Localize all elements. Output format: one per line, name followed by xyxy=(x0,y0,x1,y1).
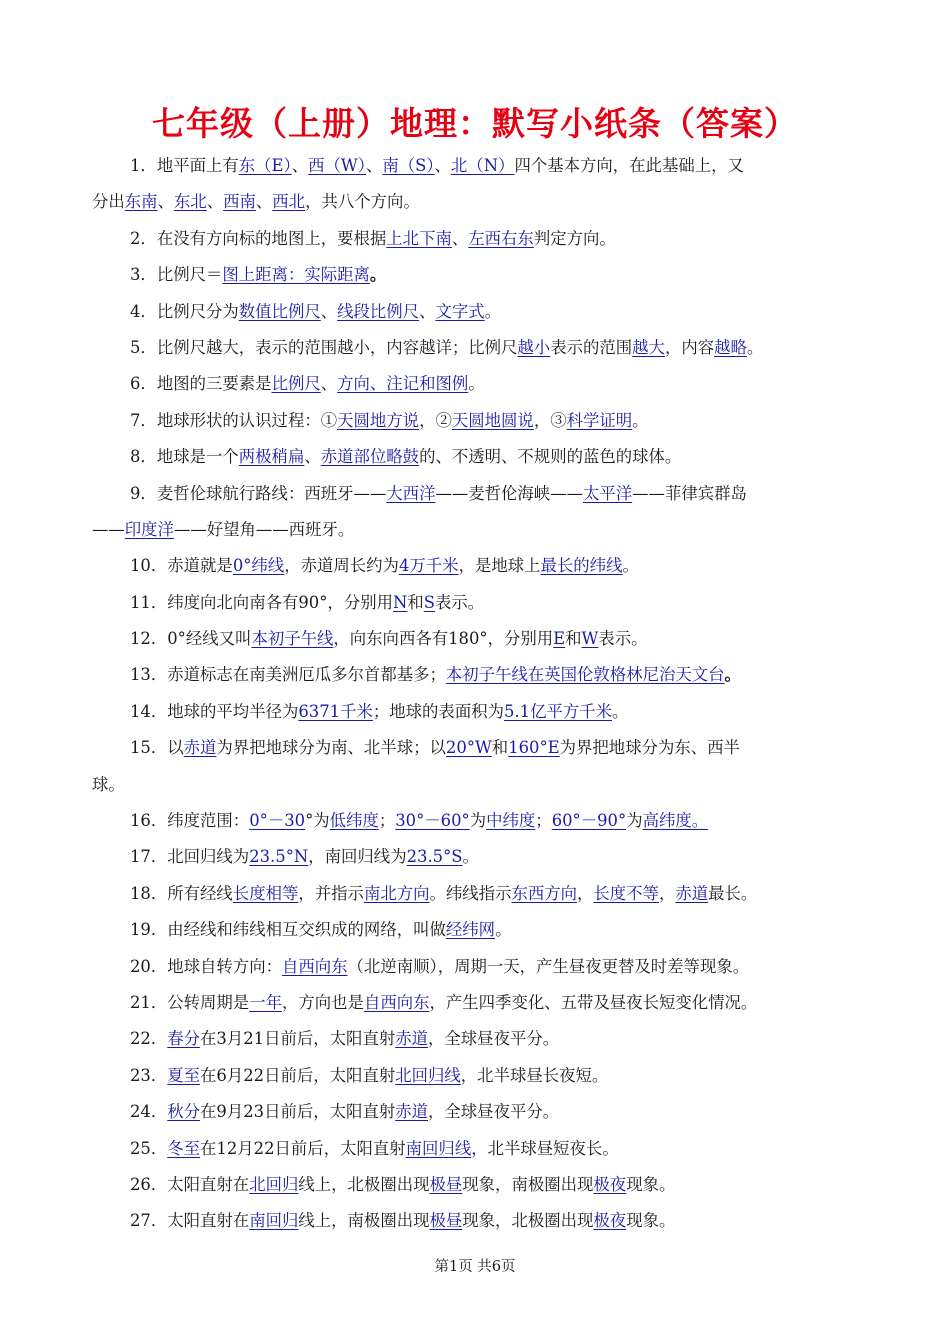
text-line xyxy=(92,476,867,512)
question-text: 。 xyxy=(495,920,512,940)
question-text: 2．在没有方向标的地图上，要根据 xyxy=(130,228,387,248)
text-line xyxy=(92,221,867,257)
answer-blank: 北（N） xyxy=(450,156,515,175)
question-text: 、 xyxy=(304,447,321,467)
text-line xyxy=(92,912,867,948)
page-footer: 第1页 共6页 xyxy=(434,1259,516,1275)
answer-blank: 越小 xyxy=(517,337,551,357)
text-line xyxy=(92,1094,867,1130)
answer-blank: 西南 xyxy=(223,192,256,212)
question-text: 为 xyxy=(469,811,487,831)
answer-blank: 0°－30 xyxy=(249,811,306,831)
question-list xyxy=(92,148,867,1240)
question-text: 13．赤道标志在南美洲厄瓜多尔首都基多； xyxy=(130,665,446,685)
answer-blank: 4万千米 xyxy=(398,556,459,576)
question-text: 线上，北极圈出现 xyxy=(298,1174,430,1194)
question-text: 。 xyxy=(462,847,479,867)
answer-blank: 长度相等 xyxy=(232,883,299,903)
answer-blank: 冬至 xyxy=(167,1138,201,1158)
question-text: ； xyxy=(378,811,396,831)
question-text: 9．麦哲伦球航行路线：西班牙—— xyxy=(130,483,387,503)
question-text: 为界把地球分为东、西半 xyxy=(559,738,740,758)
question-text: 、 xyxy=(320,374,338,394)
question-text: 4．比例尺分为 xyxy=(130,301,239,321)
question-text: ，北半球昼长夜短。 xyxy=(460,1065,609,1085)
answer-blank: 5.1亿平方千米 xyxy=(504,701,613,721)
question-text: ，向东向西各有180°，分别用 xyxy=(333,629,554,649)
question-text: ； xyxy=(535,811,552,831)
question-text: 现象，南极圈出现 xyxy=(462,1174,594,1194)
answer-blank: 经纬网 xyxy=(445,920,496,940)
question-text: 、 xyxy=(419,301,436,321)
question-text: ， xyxy=(577,883,594,903)
answer-blank: 自西向东 xyxy=(363,992,430,1012)
answer-blank: 东北 xyxy=(173,192,207,212)
text-line xyxy=(92,694,867,730)
answer-blank: 赤道 xyxy=(395,1102,429,1122)
question-text: 22． xyxy=(130,1029,168,1049)
question-text: ，是地球上 xyxy=(458,556,541,576)
question-text: 、 xyxy=(434,156,451,175)
answer-blank: 中纬度 xyxy=(486,811,536,831)
answer-blank: 科学证明 xyxy=(566,410,633,430)
question-text: ，② xyxy=(419,410,452,430)
answer-blank: 春分 xyxy=(167,1029,201,1049)
answer-blank: 两极稍扁 xyxy=(238,447,305,467)
answer-blank: 最长的纬线 xyxy=(540,556,623,576)
question-text: ，北半球昼短夜长。 xyxy=(471,1138,619,1158)
question-text: 、 xyxy=(157,192,174,212)
question-text: （北逆南顺），周期一天，产生昼夜更替及时差等现象。 xyxy=(347,956,750,976)
question-text: 25． xyxy=(130,1138,168,1158)
question-text: 、 xyxy=(255,192,273,212)
question-text: 在6月22日前后，太阳直射 xyxy=(200,1065,396,1085)
question-text: 。 xyxy=(746,337,764,357)
question-text: 四个基本方向，在此基础上，又 xyxy=(514,156,744,175)
question-text: 7．地球形状的认识过程：① xyxy=(130,410,338,430)
answer-blank: N xyxy=(393,592,408,612)
answer-blank: 极夜 xyxy=(593,1211,627,1231)
question-text: 最长。 xyxy=(708,883,758,903)
question-text: 15．以 xyxy=(130,738,184,758)
answer-blank: 0°纬线 xyxy=(232,556,285,576)
question-text: 线上，南极圈出现 xyxy=(298,1211,430,1231)
answer-blank: 低纬度 xyxy=(329,811,379,831)
question-text: 分出 xyxy=(92,192,125,212)
question-text: 。 xyxy=(612,701,629,721)
text-line xyxy=(92,1131,867,1167)
question-text: ——好望角——西班牙。 xyxy=(173,519,355,539)
question-text: 5．比例尺越大，表示的范围越小，内容越详；比例尺 xyxy=(130,337,518,357)
answer-blank: 上北下南 xyxy=(386,228,452,248)
answer-blank: 北回归 xyxy=(249,1174,299,1194)
answer-blank: 西（W） xyxy=(308,156,366,175)
text-line xyxy=(92,949,867,985)
text-line xyxy=(92,1021,867,1057)
question-text: 、 xyxy=(206,192,224,212)
answer-blank: 160°E xyxy=(508,738,560,758)
answer-blank: 越略 xyxy=(714,337,747,357)
answer-blank: 东西方向 xyxy=(511,883,578,903)
question-text: 和 xyxy=(491,738,509,758)
question-text: 。 xyxy=(724,665,741,685)
question-text: 。 xyxy=(484,301,502,321)
answer-blank: 越大 xyxy=(632,337,665,357)
question-text: 球。 xyxy=(92,774,125,794)
question-text: 10．赤道就是 xyxy=(130,556,233,576)
question-text: 21．公转周期是 xyxy=(130,992,250,1012)
question-text: 16．纬度范围： xyxy=(130,811,250,831)
question-text: 1．地平面上有 xyxy=(130,156,239,175)
answer-blank: 南北方向 xyxy=(363,883,430,903)
question-text: 23． xyxy=(130,1065,168,1085)
question-text: 为界把地球分为南、北半球；以 xyxy=(216,738,446,758)
question-text: 在9月23日前后，太阳直射 xyxy=(200,1102,396,1122)
answer-blank: 极昼 xyxy=(429,1174,463,1194)
answer-blank: E xyxy=(553,629,566,649)
text-line xyxy=(92,767,867,803)
answer-blank: 印度洋 xyxy=(124,519,174,539)
question-text: 、 xyxy=(451,228,469,248)
question-text: ——麦哲伦海峡—— xyxy=(435,483,583,503)
question-text: 12．0°经线又叫 xyxy=(130,629,252,649)
text-line xyxy=(92,730,867,766)
question-text: 判定方向。 xyxy=(533,228,616,248)
question-text: 11．纬度向北向南各有90°，分别用 xyxy=(130,592,393,612)
text-line xyxy=(92,366,867,402)
answer-blank: 本初子午线在英国伦敦格林尼治天文台 xyxy=(445,665,725,685)
text-line xyxy=(92,585,867,621)
text-line xyxy=(92,839,867,875)
question-text: 在12月22日前后，太阳直射 xyxy=(200,1138,406,1158)
answer-blank: 20°W xyxy=(445,738,492,758)
question-text: 。 xyxy=(468,374,485,394)
question-text: 现象。 xyxy=(626,1174,676,1194)
answer-blank: 南回归 xyxy=(249,1211,299,1231)
answer-blank: 大西洋 xyxy=(386,483,436,503)
question-text: 现象，北极圈出现 xyxy=(462,1211,594,1231)
text-line xyxy=(92,621,867,657)
text-line xyxy=(92,294,867,330)
answer-blank: 本初子午线 xyxy=(251,629,334,649)
question-text: °为 xyxy=(305,811,330,831)
answer-blank: 赤道 xyxy=(395,1029,429,1049)
answer-blank: 天圆地方说 xyxy=(337,410,420,430)
answer-blank: 东（E） xyxy=(238,156,292,175)
answer-blank: 赤道 xyxy=(675,883,709,903)
question-text: 14．地球的平均半径为 xyxy=(130,701,299,721)
text-line xyxy=(92,439,867,475)
answer-blank: 一年 xyxy=(249,992,282,1012)
question-text: 和 xyxy=(407,592,424,612)
answer-blank: 左西右东 xyxy=(468,228,534,248)
question-text: ， xyxy=(658,883,676,903)
question-text: ，并指示 xyxy=(298,883,364,903)
question-text: 19．由经线和纬线相互交织成的网络，叫做 xyxy=(130,920,446,940)
question-text: ，方向也是 xyxy=(281,992,364,1012)
question-text: 17．北回归线为 xyxy=(130,847,250,867)
question-text: ——菲律宾群岛 xyxy=(632,483,747,503)
question-text: 、 xyxy=(291,156,309,175)
question-text: ，③ xyxy=(533,410,567,430)
question-text: 6．地图的三要素是 xyxy=(130,374,272,394)
answer-blank: 30°－60° xyxy=(395,811,470,831)
question-text: 为 xyxy=(626,811,643,831)
answer-blank: 夏至 xyxy=(167,1065,201,1085)
answer-blank: 天圆地圆说 xyxy=(451,410,534,430)
text-line xyxy=(92,803,867,839)
question-text: 的、不透明、不规则的蓝色的球体。 xyxy=(419,447,682,467)
answer-blank: 极昼 xyxy=(429,1211,463,1231)
text-line xyxy=(92,403,867,439)
answer-blank: 赤道部位略鼓 xyxy=(320,447,420,467)
question-text: 18．所有经线 xyxy=(130,883,233,903)
question-text: ，全球昼夜平分。 xyxy=(428,1102,560,1122)
question-text: 表示的范围 xyxy=(550,337,633,357)
question-text: ；地球的表面积为 xyxy=(372,701,504,721)
answer-blank: 图上距离：实际距离 xyxy=(222,265,370,285)
text-line xyxy=(92,1167,867,1203)
question-text: 。 xyxy=(622,556,639,576)
answer-blank: 数值比例尺 xyxy=(238,301,321,321)
answer-blank: 6371千米 xyxy=(298,701,373,721)
question-text: 8．地球是一个 xyxy=(130,447,239,467)
answer-blank: 南（S） xyxy=(382,156,435,175)
question-text: —— xyxy=(92,519,125,539)
text-line xyxy=(92,876,867,912)
question-text: 27．太阳直射在 xyxy=(130,1211,250,1231)
question-text: 3．比例尺＝ xyxy=(130,265,223,285)
question-text: 。 xyxy=(632,410,649,430)
answer-blank: 文字式 xyxy=(435,301,485,321)
text-line xyxy=(92,548,867,584)
question-text: 。纬线指示 xyxy=(429,883,512,903)
answer-blank: S xyxy=(423,592,435,612)
question-text: ，赤道周长约为 xyxy=(284,556,399,576)
answer-blank: 高纬度。 xyxy=(642,811,709,831)
question-text: 现象。 xyxy=(626,1211,676,1231)
answer-blank: W xyxy=(581,629,599,649)
answer-blank: 极夜 xyxy=(593,1174,627,1194)
answer-blank: 赤道 xyxy=(183,738,217,758)
text-line xyxy=(92,1203,867,1239)
question-text: 。 xyxy=(369,265,387,285)
question-text: 20．地球自转方向： xyxy=(130,956,282,976)
question-text: ，共八个方向。 xyxy=(305,192,420,212)
question-text: ，南回归线为 xyxy=(308,847,407,867)
text-line xyxy=(92,1058,867,1094)
text-line xyxy=(92,657,867,693)
answer-blank: 线段比例尺 xyxy=(337,301,420,321)
text-line xyxy=(92,184,867,220)
answer-blank: 方向、注记和图例 xyxy=(337,374,469,394)
answer-blank: 东南 xyxy=(124,192,158,212)
text-line xyxy=(92,512,867,548)
question-text: ，产生四季变化、五带及昼夜长短变化情况。 xyxy=(429,992,758,1012)
page-title: 七年级（上册）地理：默写小纸条（答案） xyxy=(152,104,798,143)
answer-blank: 比例尺 xyxy=(271,374,321,394)
answer-blank: 太平洋 xyxy=(582,483,633,503)
text-line xyxy=(92,257,867,293)
question-text: 表示。 xyxy=(598,629,648,649)
question-text: 、 xyxy=(320,301,338,321)
answer-blank: 长度不等 xyxy=(593,883,659,903)
question-text: 表示。 xyxy=(434,592,485,612)
question-text: 、 xyxy=(365,156,383,175)
answer-blank: 秋分 xyxy=(167,1102,201,1122)
question-text: ，内容 xyxy=(664,337,715,357)
question-text: 24． xyxy=(130,1102,168,1122)
answer-blank: 自西向东 xyxy=(281,956,348,976)
answer-blank: 23.5°N xyxy=(249,847,309,867)
text-line xyxy=(92,330,867,366)
answer-blank: 23.5°S xyxy=(406,847,463,867)
answer-blank: 南回归线 xyxy=(405,1138,472,1158)
answer-blank: 北回归线 xyxy=(395,1065,461,1085)
answer-blank: 西北 xyxy=(272,192,306,212)
text-line xyxy=(92,985,867,1021)
question-text: 和 xyxy=(565,629,582,649)
text-line xyxy=(92,148,867,184)
question-text: 26．太阳直射在 xyxy=(130,1174,250,1194)
answer-blank: 60°－90° xyxy=(551,811,627,831)
question-text: 在3月21日前后，太阳直射 xyxy=(200,1029,396,1049)
question-text: ，全球昼夜平分。 xyxy=(428,1029,560,1049)
